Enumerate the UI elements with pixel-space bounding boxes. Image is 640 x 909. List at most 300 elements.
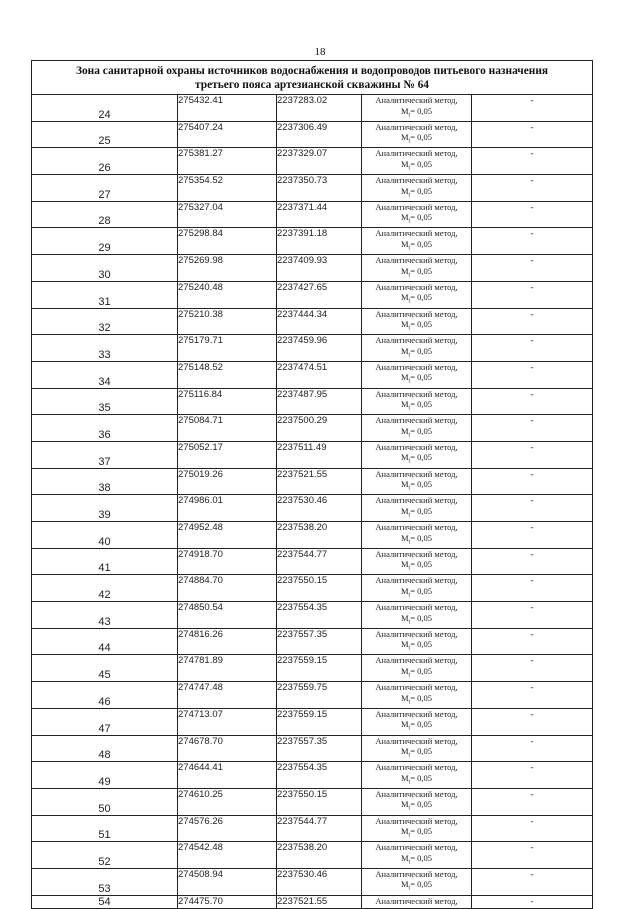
error-cell: -: [472, 895, 593, 908]
error-cell: -: [472, 468, 593, 495]
error-cell: -: [472, 228, 593, 255]
accuracy-symbol: M: [400, 292, 409, 303]
table-row: [32, 468, 593, 495]
method-accuracy: [362, 613, 471, 628]
accuracy-subscript: t: [408, 165, 411, 172]
accuracy-value: = 0,05: [410, 772, 433, 783]
method-cell: [362, 868, 472, 895]
point-number: 45: [32, 655, 178, 682]
method-label: Аналитический метод,: [375, 121, 458, 132]
error-cell: -: [472, 868, 593, 895]
point-number: 43: [32, 602, 178, 629]
error-cell: -: [472, 441, 593, 468]
method-cell: [362, 842, 472, 869]
point-number: 44: [32, 628, 178, 655]
point-number: 54: [32, 895, 178, 908]
y-coordinate: 2237511.49: [277, 441, 362, 468]
error-cell: -: [472, 788, 593, 815]
accuracy-symbol: M: [400, 852, 409, 863]
table-row: [32, 682, 593, 709]
method-accuracy: [362, 719, 471, 734]
accuracy-subscript: t: [408, 218, 411, 225]
point-number: 41: [32, 548, 178, 575]
table-row: [32, 628, 593, 655]
point-number: 50: [32, 788, 178, 815]
method-cell: [362, 281, 472, 308]
method-cell: Аналитический метод,: [362, 895, 472, 908]
accuracy-value: = 0,05: [410, 479, 433, 490]
y-coordinate: 2237521.55: [277, 895, 362, 908]
error-cell: -: [472, 175, 593, 202]
x-coordinate: 274816.26: [178, 628, 277, 655]
table-row: [32, 148, 593, 175]
method-cell: [362, 548, 472, 575]
method-accuracy: [362, 506, 471, 521]
method-accuracy: [362, 346, 471, 361]
accuracy-value: = 0,05: [410, 319, 433, 329]
point-number: 51: [32, 815, 178, 842]
method-cell: [362, 575, 472, 602]
accuracy-subscript: t: [408, 299, 411, 305]
method-label: Аналитический метод,: [375, 335, 458, 346]
accuracy-symbol: M: [400, 399, 409, 410]
accuracy-value: = 0,05: [410, 665, 433, 676]
table-row: [32, 868, 593, 895]
point-number: 25: [32, 121, 178, 148]
accuracy-value: = 0,05: [410, 158, 433, 169]
x-coordinate: 275179.71: [178, 335, 277, 362]
method-label: Аналитический метод,: [375, 468, 458, 479]
table-row: [32, 388, 593, 415]
x-coordinate: 275407.24: [178, 121, 277, 148]
accuracy-subscript: t: [408, 352, 411, 359]
y-coordinate: 2237559.15: [277, 708, 362, 735]
coordinates-table: [31, 60, 593, 909]
accuracy-subscript: t: [408, 779, 411, 786]
method-cell: [362, 308, 472, 335]
point-number: 53: [32, 868, 178, 895]
table-row: [32, 708, 593, 735]
error-cell: -: [472, 762, 593, 789]
method-cell: [362, 415, 472, 442]
error-cell: -: [472, 682, 593, 709]
method-label: Аналитический метод,: [375, 148, 458, 159]
method-cell: [362, 682, 472, 709]
method-label: Аналитический метод,: [375, 441, 458, 452]
x-coordinate: 275240.48: [178, 281, 277, 308]
accuracy-value: = 0,05: [410, 132, 433, 143]
table-row: [32, 335, 593, 362]
y-coordinate: 2237530.46: [277, 495, 362, 522]
accuracy-value: = 0,05: [410, 292, 433, 303]
error-cell: -: [472, 495, 593, 522]
method-accuracy: [362, 266, 471, 281]
method-accuracy: [362, 639, 471, 654]
method-accuracy: [362, 426, 471, 441]
accuracy-subscript: t: [408, 485, 411, 492]
accuracy-subscript: t: [408, 272, 411, 279]
accuracy-value: = 0,05: [410, 585, 433, 596]
table-title-line-2: третьего пояса артезианской скважины № 64: [195, 78, 429, 91]
x-coordinate: 275084.71: [178, 415, 277, 442]
point-number: 40: [32, 522, 178, 549]
accuracy-symbol: M: [400, 772, 409, 783]
method-label: Аналитический метод,: [375, 788, 458, 799]
x-coordinate: 274918.70: [178, 548, 277, 575]
x-coordinate: 275148.52: [178, 361, 277, 388]
error-cell: -: [472, 255, 593, 282]
method-accuracy: [362, 746, 471, 761]
table-row: [32, 655, 593, 682]
y-coordinate: 2237559.75: [277, 682, 362, 709]
accuracy-symbol: M: [400, 639, 409, 650]
method-label: Аналитический метод,: [375, 735, 458, 746]
method-label: Аналитический метод,: [375, 361, 458, 372]
error-cell: -: [472, 281, 593, 308]
accuracy-symbol: M: [400, 612, 409, 623]
accuracy-value: = 0,05: [410, 505, 433, 516]
method-label: Аналитический метод,: [375, 255, 458, 266]
x-coordinate: 275298.84: [178, 228, 277, 255]
accuracy-symbol: M: [400, 799, 409, 810]
x-coordinate: 274986.01: [178, 495, 277, 522]
table-row: [32, 602, 593, 629]
method-cell: [362, 121, 472, 148]
accuracy-symbol: M: [400, 826, 409, 837]
x-coordinate: 274644.41: [178, 762, 277, 789]
y-coordinate: 2237530.46: [277, 868, 362, 895]
point-number: 30: [32, 255, 178, 282]
error-cell: -: [472, 575, 593, 602]
error-cell: -: [472, 522, 593, 549]
y-coordinate: 2237329.07: [277, 148, 362, 175]
table-row: [32, 522, 593, 549]
method-cell: [362, 388, 472, 415]
accuracy-subscript: t: [408, 432, 411, 439]
table-row: [32, 842, 593, 869]
table-row: [32, 575, 593, 602]
y-coordinate: 2237350.73: [277, 175, 362, 202]
accuracy-symbol: M: [400, 585, 409, 596]
x-coordinate: 275052.17: [178, 441, 277, 468]
method-label: Аналитический метод,: [375, 602, 458, 613]
accuracy-value: = 0,05: [410, 692, 433, 703]
accuracy-subscript: t: [408, 138, 411, 145]
y-coordinate: 2237554.35: [277, 602, 362, 629]
method-cell: [362, 495, 472, 522]
method-accuracy: [362, 826, 471, 841]
y-coordinate: 2237521.55: [277, 468, 362, 495]
table-row: [32, 228, 593, 255]
method-label: Аналитический метод,: [375, 708, 458, 719]
accuracy-symbol: M: [400, 719, 409, 730]
accuracy-value: = 0,05: [410, 612, 433, 623]
point-number: 32: [32, 308, 178, 335]
table-row-last: [32, 895, 593, 908]
table-row: [32, 121, 593, 148]
accuracy-symbol: M: [400, 665, 409, 676]
accuracy-value: = 0,05: [410, 719, 433, 730]
method-accuracy: [362, 452, 471, 467]
y-coordinate: 2237544.77: [277, 815, 362, 842]
accuracy-subscript: t: [408, 619, 411, 626]
accuracy-subscript: t: [408, 245, 411, 252]
method-label: Аналитический метод,: [375, 201, 458, 212]
accuracy-subscript: t: [408, 832, 411, 839]
y-coordinate: 2237559.15: [277, 655, 362, 682]
method-cell: [362, 95, 472, 122]
x-coordinate: 275354.52: [178, 175, 277, 202]
x-coordinate: 274475.70: [178, 895, 277, 908]
y-coordinate: 2237444.34: [277, 308, 362, 335]
accuracy-value: = 0,05: [410, 105, 433, 116]
error-cell: -: [472, 842, 593, 869]
accuracy-symbol: M: [400, 132, 409, 143]
point-number: 52: [32, 842, 178, 869]
accuracy-symbol: M: [400, 345, 409, 356]
error-cell: -: [472, 361, 593, 388]
method-cell: [362, 228, 472, 255]
accuracy-symbol: M: [400, 158, 409, 169]
y-coordinate: 2237544.77: [277, 548, 362, 575]
method-accuracy: [362, 773, 471, 788]
accuracy-symbol: M: [400, 559, 409, 570]
method-label: Аналитический метод,: [375, 842, 458, 853]
method-label: Аналитический метод,: [375, 495, 458, 506]
accuracy-value: = 0,05: [410, 532, 433, 543]
point-number: 46: [32, 682, 178, 709]
accuracy-value: = 0,05: [410, 452, 433, 463]
point-number: 42: [32, 575, 178, 602]
accuracy-value: = 0,05: [410, 746, 433, 756]
accuracy-symbol: M: [400, 532, 409, 543]
accuracy-symbol: M: [400, 452, 409, 463]
method-cell: [362, 255, 472, 282]
method-cell: [362, 468, 472, 495]
method-label: Аналитический метод,: [375, 522, 458, 532]
method-cell: [362, 441, 472, 468]
accuracy-subscript: t: [408, 325, 411, 332]
y-coordinate: 2237474.51: [277, 361, 362, 388]
x-coordinate: 274610.25: [178, 788, 277, 815]
accuracy-symbol: M: [400, 372, 409, 383]
error-cell: -: [472, 335, 593, 362]
error-cell: -: [472, 735, 593, 762]
error-cell: -: [472, 95, 593, 122]
accuracy-value: = 0,05: [410, 852, 433, 863]
table-row: [32, 495, 593, 522]
error-cell: -: [472, 415, 593, 442]
method-accuracy: [362, 399, 471, 414]
y-coordinate: 2237427.65: [277, 281, 362, 308]
x-coordinate: 275381.27: [178, 148, 277, 175]
error-cell: -: [472, 548, 593, 575]
method-accuracy: [362, 586, 471, 601]
y-coordinate: 2237459.96: [277, 335, 362, 362]
error-cell: -: [472, 655, 593, 682]
point-number: 33: [32, 335, 178, 362]
method-cell: [362, 335, 472, 362]
accuracy-symbol: M: [400, 185, 409, 196]
accuracy-subscript: t: [408, 859, 411, 866]
method-label: Аналитический метод,: [375, 388, 458, 399]
accuracy-subscript: t: [408, 752, 411, 759]
accuracy-subscript: t: [408, 699, 411, 706]
method-cell: [362, 148, 472, 175]
y-coordinate: 2237283.02: [277, 95, 362, 122]
method-label: Аналитический метод,: [375, 228, 458, 239]
method-accuracy: [362, 879, 471, 894]
method-label: Аналитический метод,: [375, 682, 458, 693]
y-coordinate: 2237306.49: [277, 121, 362, 148]
table-row: [32, 441, 593, 468]
y-coordinate: 2237550.15: [277, 575, 362, 602]
method-label: Аналитический метод,: [375, 815, 458, 826]
accuracy-value: = 0,05: [410, 265, 433, 276]
method-cell: [362, 201, 472, 228]
table-row: [32, 201, 593, 228]
accuracy-subscript: t: [408, 112, 411, 119]
accuracy-value: = 0,05: [410, 879, 433, 890]
y-coordinate: 2237487.95: [277, 388, 362, 415]
error-cell: -: [472, 628, 593, 655]
method-label: Аналитический метод,: [375, 762, 458, 773]
accuracy-value: = 0,05: [410, 238, 433, 249]
point-number: 36: [32, 415, 178, 442]
method-cell: [362, 602, 472, 629]
table-row: [32, 95, 593, 122]
accuracy-subscript: t: [408, 539, 411, 546]
accuracy-subscript: t: [408, 592, 411, 599]
y-coordinate: 2237557.35: [277, 735, 362, 762]
y-coordinate: 2237391.18: [277, 228, 362, 255]
accuracy-symbol: M: [400, 505, 409, 516]
method-cell: [362, 735, 472, 762]
method-accuracy: [362, 292, 471, 307]
table-row: [32, 255, 593, 282]
x-coordinate: 275019.26: [178, 468, 277, 495]
accuracy-value: = 0,05: [410, 372, 433, 383]
method-label: Аналитический метод,: [375, 308, 458, 319]
method-accuracy: [362, 212, 471, 227]
method-accuracy: [362, 186, 471, 201]
method-cell: [362, 361, 472, 388]
method-accuracy: [362, 159, 471, 174]
accuracy-symbol: M: [400, 105, 409, 116]
accuracy-value: = 0,05: [410, 559, 433, 570]
method-label: Аналитический метод,: [375, 628, 458, 639]
accuracy-value: = 0,05: [410, 425, 433, 436]
point-number: 35: [32, 388, 178, 415]
x-coordinate: 274850.54: [178, 602, 277, 629]
error-cell: -: [472, 201, 593, 228]
method-label: Аналитический метод,: [375, 548, 458, 559]
x-coordinate: 274747.48: [178, 682, 277, 709]
accuracy-subscript: t: [408, 806, 411, 813]
accuracy-subscript: t: [408, 405, 411, 412]
x-coordinate: 275432.41: [178, 95, 277, 122]
method-accuracy: [362, 132, 471, 147]
method-accuracy: [362, 693, 471, 708]
method-accuracy: [362, 372, 471, 387]
point-number: 28: [32, 201, 178, 228]
accuracy-value: = 0,05: [410, 639, 433, 650]
x-coordinate: 274952.48: [178, 522, 277, 549]
x-coordinate: 275210.38: [178, 308, 277, 335]
x-coordinate: 274508.94: [178, 868, 277, 895]
accuracy-subscript: t: [408, 459, 411, 466]
table-row: [32, 548, 593, 575]
table-title: [32, 61, 593, 95]
y-coordinate: 2237550.15: [277, 788, 362, 815]
accuracy-subscript: t: [408, 645, 411, 652]
point-number: 31: [32, 281, 178, 308]
method-cell: [362, 708, 472, 735]
method-accuracy: [362, 666, 471, 681]
accuracy-symbol: M: [400, 212, 409, 223]
error-cell: -: [472, 602, 593, 629]
x-coordinate: 275269.98: [178, 255, 277, 282]
y-coordinate: 2237538.20: [277, 842, 362, 869]
error-cell: -: [472, 708, 593, 735]
accuracy-symbol: M: [400, 319, 409, 329]
method-accuracy: [362, 479, 471, 494]
method-accuracy: [362, 559, 471, 574]
accuracy-subscript: t: [408, 379, 411, 386]
table-row: [32, 415, 593, 442]
table-row: [32, 175, 593, 202]
y-coordinate: 2237557.35: [277, 628, 362, 655]
method-label: Аналитический метод,: [375, 415, 458, 426]
method-cell: [362, 522, 472, 549]
point-number: 48: [32, 735, 178, 762]
x-coordinate: 274576.26: [178, 815, 277, 842]
table-row: [32, 361, 593, 388]
accuracy-subscript: t: [408, 192, 411, 199]
table-row: [32, 788, 593, 815]
method-accuracy: [362, 533, 471, 548]
method-accuracy: [362, 239, 471, 254]
table-row: [32, 308, 593, 335]
method-cell: [362, 788, 472, 815]
method-label: Аналитический метод,: [375, 175, 458, 186]
error-cell: -: [472, 148, 593, 175]
point-number: 29: [32, 228, 178, 255]
x-coordinate: 274781.89: [178, 655, 277, 682]
y-coordinate: 2237500.29: [277, 415, 362, 442]
table-row: [32, 762, 593, 789]
point-number: 49: [32, 762, 178, 789]
method-cell: [362, 655, 472, 682]
accuracy-symbol: M: [400, 879, 409, 890]
accuracy-value: = 0,05: [410, 826, 433, 837]
method-cell: [362, 175, 472, 202]
error-cell: -: [472, 308, 593, 335]
y-coordinate: 2237371.44: [277, 201, 362, 228]
method-label: Аналитический метод,: [375, 655, 458, 666]
method-accuracy: [362, 319, 471, 334]
accuracy-value: = 0,05: [410, 799, 433, 810]
point-number: 38: [32, 468, 178, 495]
method-accuracy: [362, 799, 471, 814]
x-coordinate: 274713.07: [178, 708, 277, 735]
method-accuracy: [362, 853, 471, 868]
point-number: 47: [32, 708, 178, 735]
error-cell: -: [472, 388, 593, 415]
accuracy-value: = 0,05: [410, 399, 433, 410]
table-title-row: [32, 61, 593, 95]
point-number: 24: [32, 95, 178, 122]
